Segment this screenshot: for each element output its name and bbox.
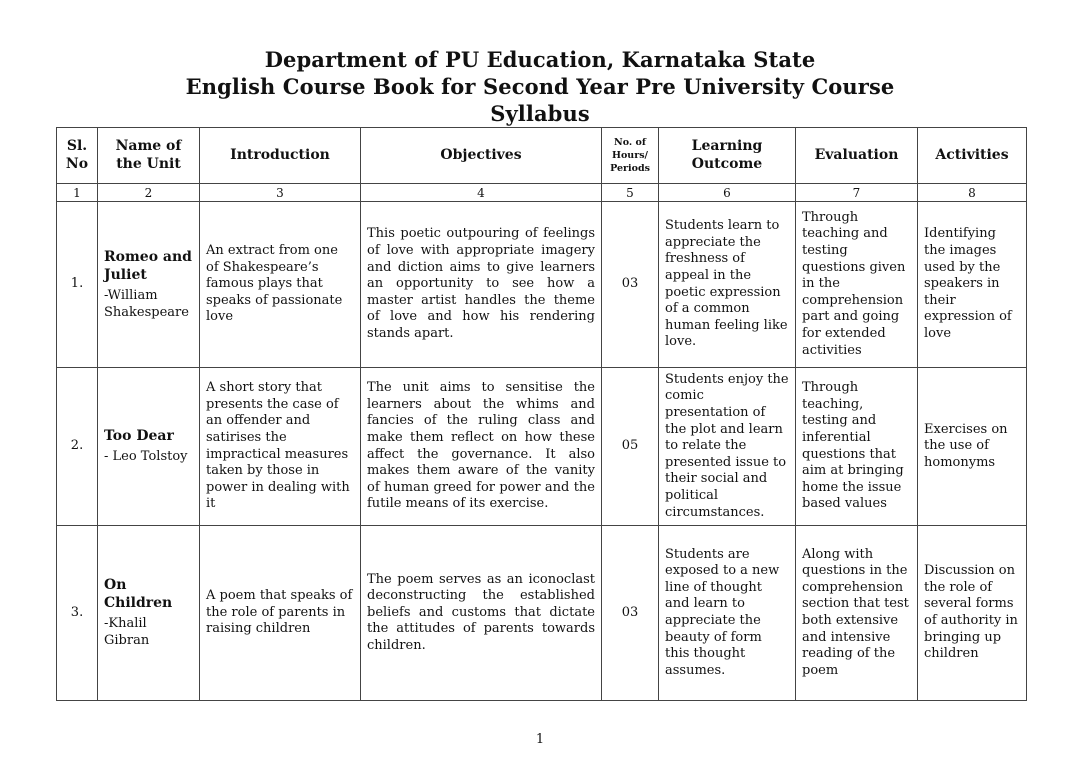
unit-cell [98,202,200,368]
col-header-evaluation: Evaluation [796,128,918,184]
activities-cell: Identifying the images used by the speakers in their expression of love [918,202,1027,368]
unit-author: - Leo Tolstoy [104,449,188,465]
unit-author: -Khalil Gibran [104,616,150,648]
activities-cell: Exercises on the use of homonyms [918,368,1027,526]
unit-name: Romeo and Juliet [104,248,192,283]
row-serial: 1. [57,202,98,368]
document-header [0,46,1080,127]
col-number: 3 [200,184,361,202]
hours-cell: 03 [602,526,659,701]
col-header-name: Name of the Unit [98,128,200,184]
unit-author: -William Shakespeare [104,287,189,320]
intro-cell: An extract from one of Shakespeare’s famous plays that speaks of passionate love [200,202,361,368]
col-header-sl: Sl. No [57,128,98,184]
row-serial: 2. [57,368,98,526]
col-header-objectives: Objectives [361,128,602,184]
outcome-cell: Students learn to appreciate the freshness of appeal in the poetic expression of a common human feeling like love. [659,202,796,368]
unit-cell [98,368,200,526]
header-line-3: Syllabus [490,101,590,126]
header-line-2: English Course Book for Second Year Pre University Course [185,74,895,99]
col-number: 2 [98,184,200,202]
col-number: 4 [361,184,602,202]
col-header-outcome: Learning Outcome [659,128,796,184]
header-row [57,128,1027,184]
unit-cell [98,526,200,701]
intro-cell: A short story that presents the case of an offender and satirises the impractical measures taken by those in power in dealing with it [200,368,361,526]
header-line-1: Department of PU Education, Karnataka State [264,47,816,72]
hours-cell: 03 [602,202,659,368]
col-number: 7 [796,184,918,202]
unit-name: On Children [104,577,173,612]
evaluation-cell: Along with questions in the comprehension section that test both extensive and intensive reading of the poem [796,526,918,701]
col-header-activities: Activities [918,128,1027,184]
outcome-cell: Students enjoy the comic presentation of the plot and learn to relate the presented issue to their social and political circumstances. [659,368,796,526]
table-row [57,368,1027,526]
col-number: 1 [57,184,98,202]
outcome-cell: Students are exposed to a new line of thought and learn to appreciate the beauty of form this thought assumes. [659,526,796,701]
hours-cell: 05 [602,368,659,526]
table-row [57,202,1027,368]
row-serial: 3. [57,526,98,701]
col-number: 8 [918,184,1027,202]
syllabus-table [56,127,1027,701]
activities-cell: Discussion on the role of several forms of authority in bringing up children [918,526,1027,701]
column-number-row [57,184,1027,202]
evaluation-cell: Through teaching and testing questions given in the comprehension part and going for extended activities [796,202,918,368]
unit-name: Too Dear [104,428,174,445]
objectives-cell: This poetic outpouring of feelings of love with appropriate imagery and diction aims to give learners an opportunity to see how a master artist handles the theme of love and how his rendering stands apart. [361,202,602,368]
col-header-intro: Introduction [200,128,361,184]
col-header-hours: No. of Hours/ Periods [602,128,659,184]
intro-cell: A poem that speaks of the role of parents in raising children [200,526,361,701]
table-row [57,526,1027,701]
objectives-cell: The poem serves as an iconoclast deconstructing the established beliefs and customs that dictate the attitudes of parents towards children. [361,526,602,701]
evaluation-cell: Through teaching, testing and inferential questions that aim at bringing home the issue based values [796,368,918,526]
page-number: 1 [535,732,545,747]
col-number: 5 [602,184,659,202]
col-number: 6 [659,184,796,202]
objectives-cell: The unit aims to sensitise the learners about the whims and fancies of the ruling class and make them reflect on how these affect the governance. It also makes them aware of the vanity of human greed for power and the futile means of its exercise. [361,368,602,526]
